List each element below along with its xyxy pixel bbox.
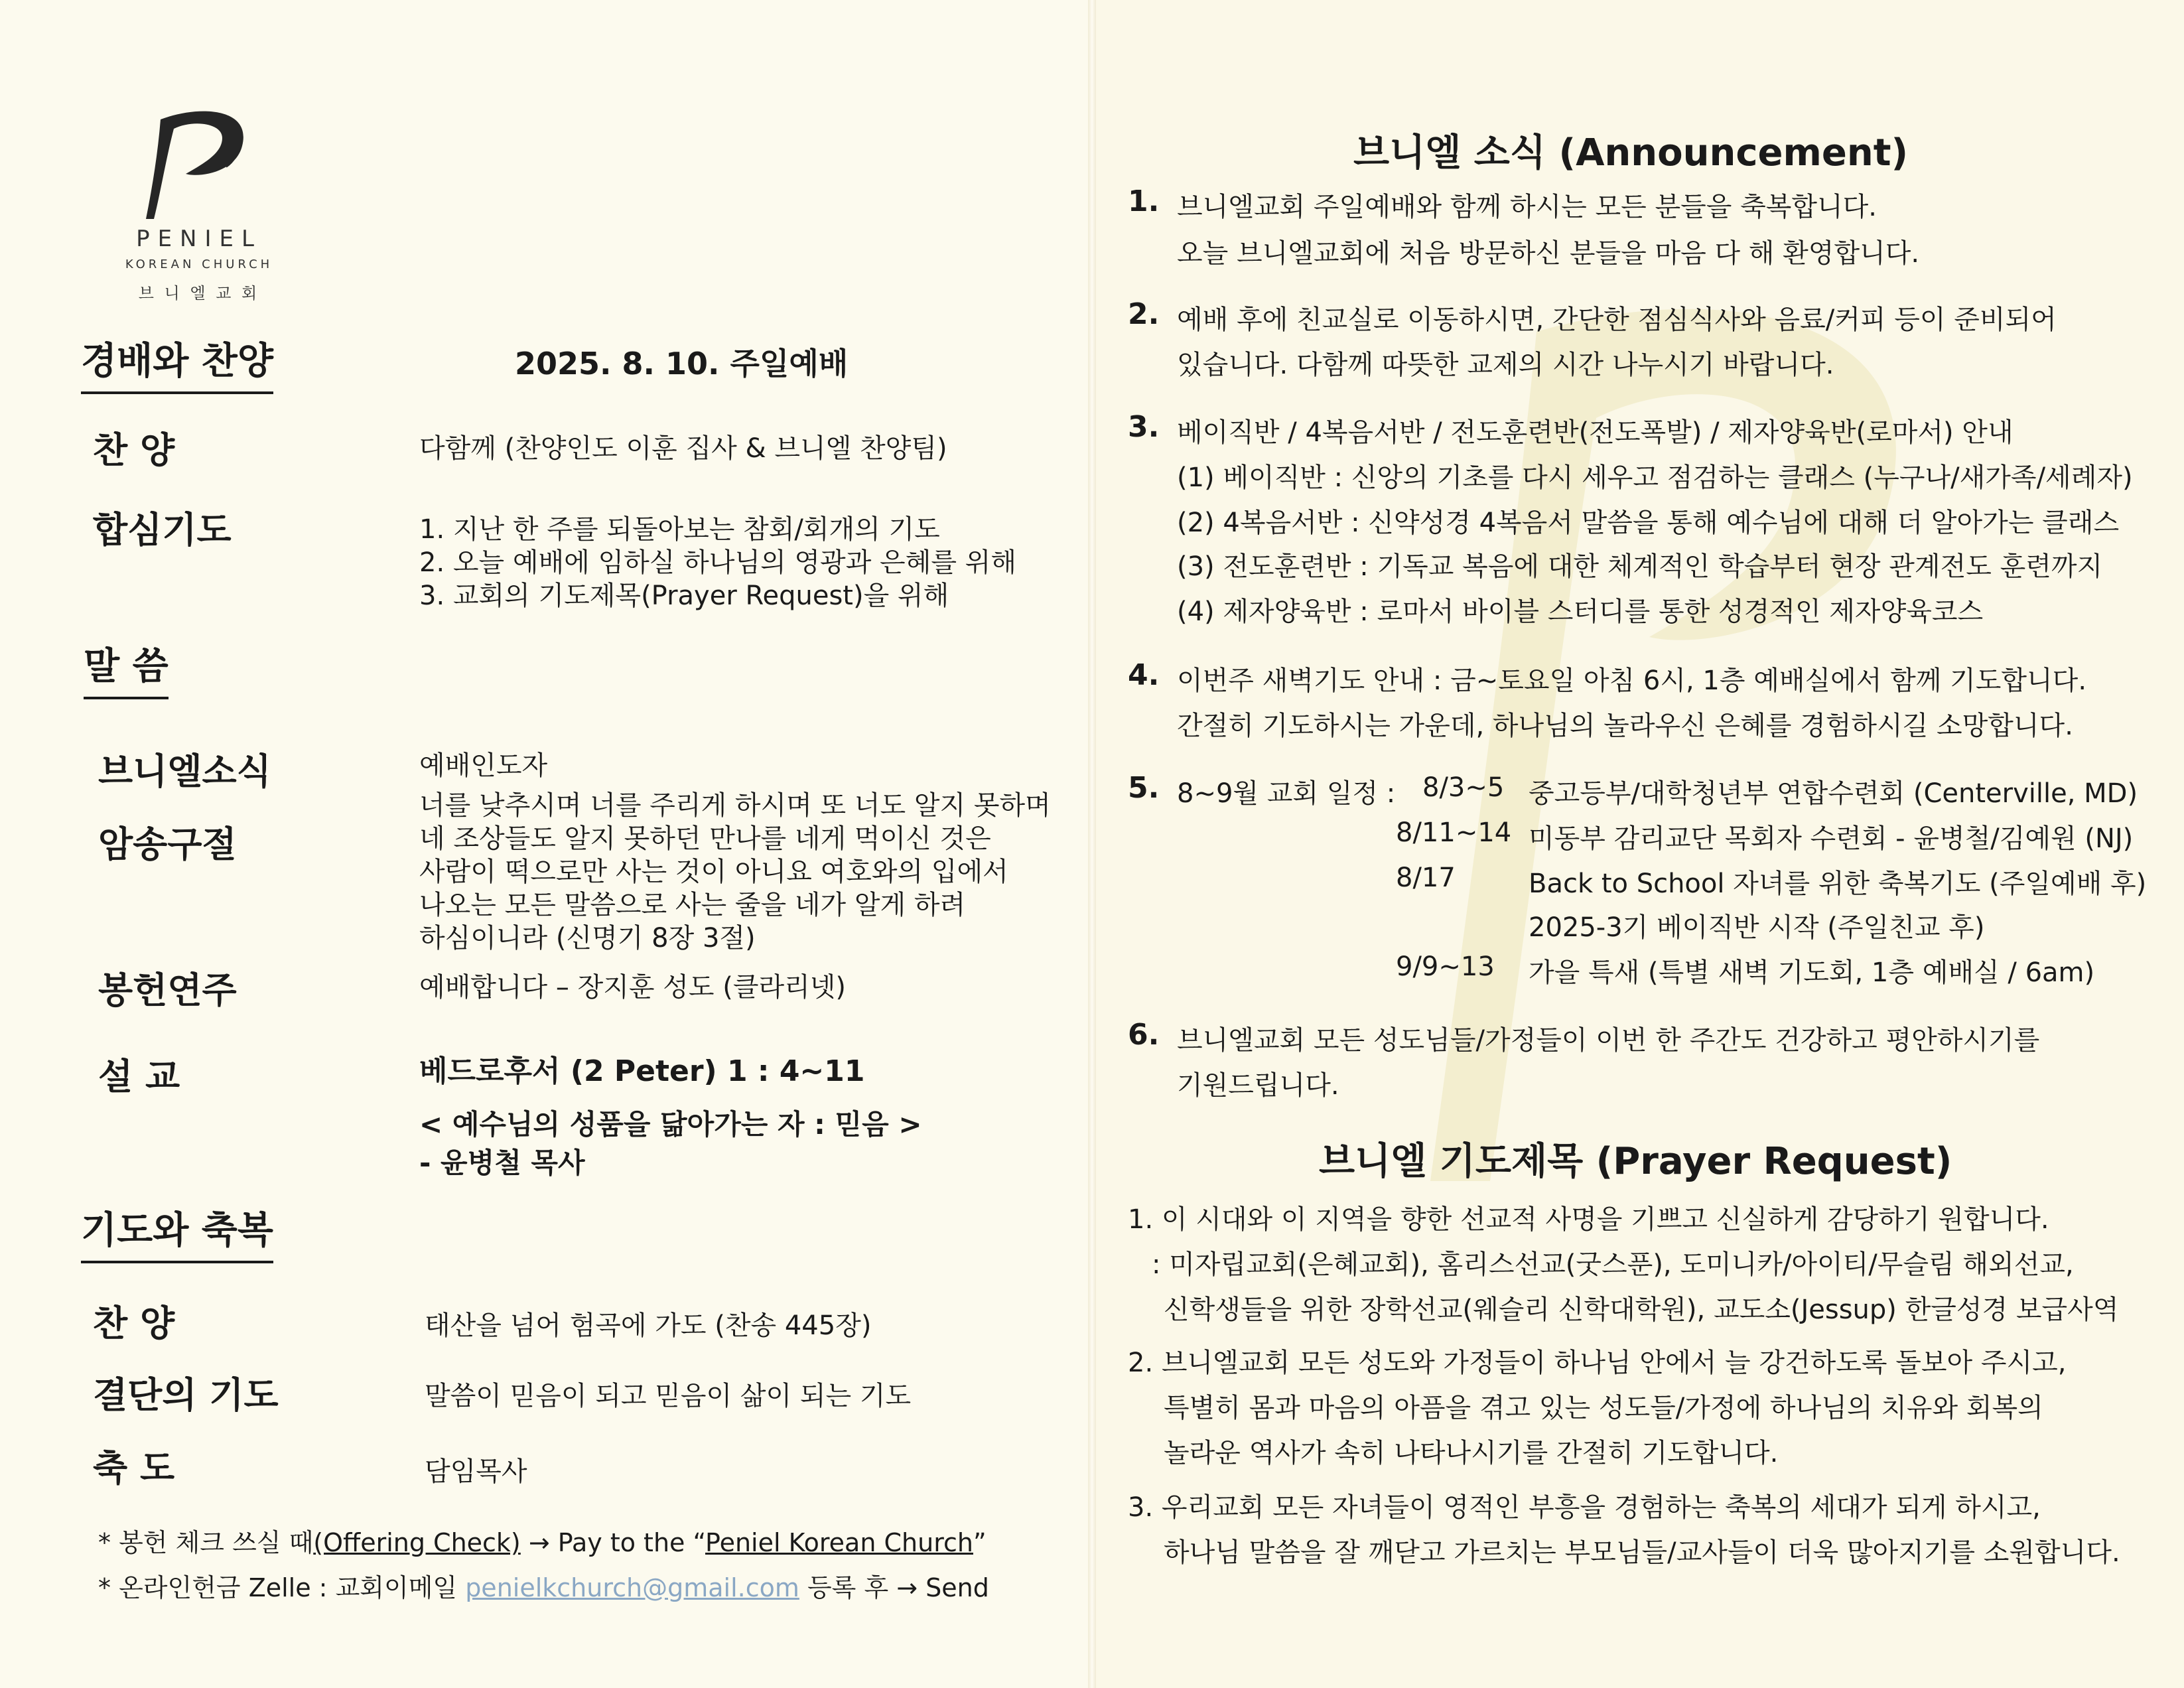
- online-offering-note: * 온라인헌금 Zelle : 교회이메일 penielkchurch@gmail.com 등록 후 → Send: [98, 1573, 989, 1602]
- memory-verse-line: 하심이니라 (신명기 8장 3절): [419, 923, 756, 953]
- unison-prayer-item: 1. 지난 한 주를 되돌아보는 참회/회개의 기도: [419, 514, 940, 545]
- announcement-line: 브니엘교회 주일예배와 함께 하시는 모든 분들을 축복합니다.: [1177, 192, 1877, 222]
- schedule-event: 2025-3기 베이직반 시작 (주일친교 후): [1529, 912, 1985, 943]
- news-text: 예배인도자: [419, 750, 548, 781]
- hymn2-label: 찬 양: [93, 1302, 175, 1344]
- benediction-label: 축 도: [93, 1447, 175, 1489]
- class-item: (1) 베이직반 : 신앙의 기초를 다시 세우고 점검하는 클래스 (누구나/새가족/세례자): [1177, 462, 2133, 493]
- announcement-line: 기원드립니다.: [1177, 1070, 1339, 1101]
- announcement-line: 이번주 새벽기도 안내 : 금~토요일 아침 6시, 1층 예배실에서 함께 기도합니다.: [1177, 666, 2087, 696]
- prayer-request-line: 특별히 몸과 마음의 아픔을 겪고 있는 성도들/가정에 하나님의 치유와 회복의: [1164, 1393, 2043, 1423]
- prayer-request-line: 놀라운 역사가 속히 나타나시기를 간절히 기도합니다.: [1164, 1438, 1779, 1468]
- offering-check-note: * 봉헌 체크 쓰실 때(Offering Check) → Pay to the “Peniel Korean Church”: [98, 1528, 987, 1557]
- sermon-label: 설 교: [98, 1056, 180, 1097]
- schedule-date: 9/9~13: [1396, 951, 1495, 982]
- prayer-request-line: 신학생들을 위한 장학선교(웨슬리 신학대학원), 교도소(Jessup) 한글성경 보급사역: [1164, 1295, 2119, 1325]
- schedule-intro: 8~9월 교회 일정 :: [1177, 778, 1396, 809]
- memory-verse-label: 암송구절: [98, 823, 237, 865]
- announcement-number: 6.: [1128, 1018, 1160, 1052]
- announcement-line: 있습니다. 다함께 따뜻한 교제의 시간 나누시기 바랍니다.: [1177, 350, 1834, 380]
- announcement-line: 오늘 브니엘교회에 처음 방문하신 분들을 마음 다 해 환영합니다.: [1177, 238, 1920, 269]
- prayer-request-line: : 미자립교회(은혜교회), 홈리스선교(굿스푼), 도미니카/아이티/무슬림 해외선교,: [1152, 1249, 2074, 1280]
- schedule-date: 8/3~5: [1422, 772, 1505, 803]
- section-heading-prayer: 기도와 축복: [81, 1201, 273, 1263]
- unison-prayer-item: 3. 교회의 기도제목(Prayer Request)을 위해: [419, 581, 949, 611]
- service-date: 2025. 8. 10. 주일예배: [515, 346, 849, 382]
- hymn1-text: 다함께 (찬양인도 이훈 집사 & 브니엘 찬양팀): [419, 433, 947, 464]
- right-page: [1092, 0, 2184, 1688]
- decision-prayer-label: 결단의 기도: [93, 1374, 279, 1416]
- hymn1-label: 찬 양: [93, 429, 175, 471]
- benediction-text: 담임목사: [425, 1456, 527, 1487]
- offering-text: 예배합니다 – 장지훈 성도 (클라리넷): [419, 972, 847, 1003]
- announcement-number: 4.: [1128, 658, 1160, 692]
- logo-name: PENIEL: [136, 226, 262, 252]
- schedule-event: 미동부 감리교단 목회자 수련회 - 윤병철/김예원 (NJ): [1529, 823, 2134, 854]
- hymn2-text: 태산을 넘어 험곡에 가도 (찬송 445장): [425, 1310, 872, 1341]
- announcement-line: 베이직반 / 4복음서반 / 전도훈련반(전도폭발) / 제자양육반(로마서) 안내: [1177, 417, 2013, 448]
- sermon-reference: 베드로후서 (2 Peter) 1 : 4~11: [419, 1054, 865, 1088]
- announcement-line: 간절히 기도하시는 가운데, 하나님의 놀라우신 은혜를 경험하시길 소망합니다.: [1177, 711, 2073, 741]
- announcement-number: 5.: [1128, 771, 1160, 805]
- sermon-title: < 예수님의 성품을 닮아가는 자 : 믿음 >: [419, 1108, 922, 1141]
- prayer-request-line: 1. 이 시대와 이 지역을 향한 선교적 사명을 기쁘고 신실하게 감당하기 원합니다.: [1128, 1204, 2049, 1235]
- logo-sub: KOREAN CHURCH: [125, 257, 273, 271]
- section-heading-word: 말 씀: [84, 637, 169, 699]
- peniel-p-logo-icon: [100, 100, 299, 232]
- schedule-date: 8/17: [1396, 863, 1456, 893]
- unison-prayer-item: 2. 오늘 예배에 임하실 하나님의 영광과 은혜를 위해: [419, 547, 1016, 578]
- prayer-request-line: 2. 브니엘교회 모든 성도와 가정들이 하나님 안에서 늘 강건하도록 돌보아 주시고,: [1128, 1348, 2067, 1378]
- sermon-preacher: - 윤병철 목사: [419, 1147, 585, 1179]
- announcement-number: 1.: [1128, 184, 1160, 218]
- schedule-event: 가을 특새 (특별 새벽 기도회, 1층 예배실 / 6am): [1529, 957, 2095, 988]
- page-fold: [1088, 0, 1096, 1688]
- class-item: (3) 전도훈련반 : 기독교 복음에 대한 체계적인 학습부터 현장 관계전도 훈련까지: [1177, 551, 2103, 582]
- announcement-line: 예배 후에 친교실로 이동하시면, 간단한 점심식사와 음료/커피 등이 준비되어: [1177, 305, 2057, 335]
- church-email-link[interactable]: penielkchurch@gmail.com: [465, 1573, 799, 1602]
- schedule-event: Back to School 자녀를 위한 축복기도 (주일예배 후): [1529, 869, 2147, 899]
- schedule-event: 중고등부/대학청년부 연합수련회 (Centerville, MD): [1529, 778, 2138, 809]
- logo-korean: 브 니 엘 교 회: [138, 284, 260, 303]
- class-item: (2) 4복음서반 : 신약성경 4복음서 말씀을 통해 예수님에 대해 더 알아가는 클래스: [1177, 508, 2120, 538]
- memory-verse-line: 사람이 떡으로만 사는 것이 아니요 여호와의 입에서: [419, 857, 1008, 887]
- announcement-line: 브니엘교회 모든 성도님들/가정들이 이번 한 주간도 건강하고 평안하시기를: [1177, 1025, 2040, 1056]
- announcement-number: 2.: [1128, 297, 1160, 331]
- news-label: 브니엘소식: [98, 750, 271, 792]
- memory-verse-line: 나오는 모든 말씀으로 사는 줄을 네가 알게 하려: [419, 890, 966, 920]
- announcement-title: 브니엘 소식 (Announcement): [1353, 131, 1909, 175]
- prayer-request-line: 3. 우리교회 모든 자녀들이 영적인 부흥을 경험하는 축복의 세대가 되게 하시고,: [1128, 1492, 2041, 1523]
- memory-verse-line: 네 조상들도 알지 못하던 만나를 네게 먹이신 것은: [419, 823, 991, 854]
- watermark-p-icon: [1371, 252, 1968, 1247]
- offering-label: 봉헌연주: [98, 969, 237, 1011]
- schedule-date: 8/11~14: [1396, 817, 1512, 848]
- class-item: (4) 제자양육반 : 로마서 바이블 스터디를 통한 성경적인 제자양육코스: [1177, 597, 1984, 627]
- decision-prayer-text: 말씀이 믿음이 되고 믿음이 삶이 되는 기도: [425, 1381, 912, 1411]
- prayer-request-title: 브니엘 기도제목 (Prayer Request): [1319, 1140, 1952, 1183]
- announcement-number: 3.: [1128, 410, 1160, 444]
- unison-prayer-label: 합심기도: [93, 509, 232, 551]
- section-heading-worship: 경배와 찬양: [81, 332, 273, 394]
- church-logo: [100, 100, 299, 312]
- prayer-request-line: 하나님 말씀을 잘 깨닫고 가르치는 부모님들/교사들이 더욱 많아지기를 소원합니다.: [1164, 1537, 2120, 1568]
- memory-verse-line: 너를 낮추시며 너를 주리게 하시며 또 너도 알지 못하며: [419, 790, 1051, 821]
